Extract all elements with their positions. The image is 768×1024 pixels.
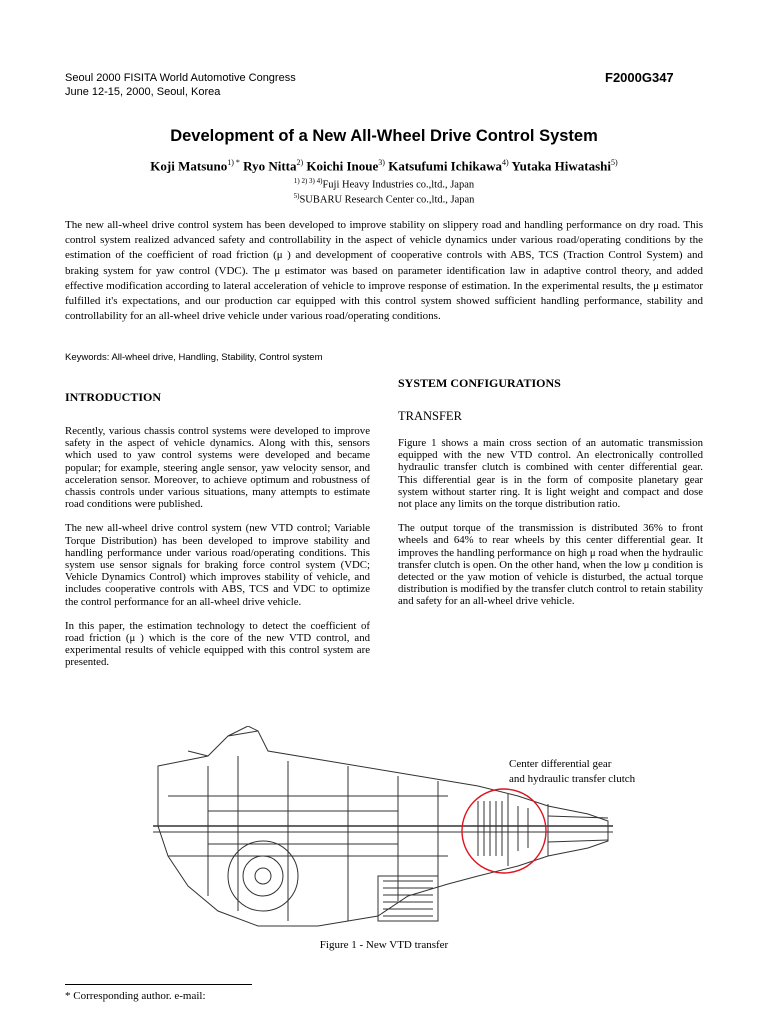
callout-line: Center differential gear — [509, 758, 612, 770]
author-name: Ryo Nitta — [243, 158, 297, 174]
figure-callout — [509, 757, 635, 787]
highlight-circle — [462, 789, 546, 873]
paragraph: The new all-wheel drive control system (new VTD control; Variable Torque Distribution) has been developed to improve stability and handling performance under various road/operating conditions. This system use sensor signals for braking force control system (VDC; Vehicle Dynamics Control) which improves stability of vehicle, and includes cooperative controls with ABS, TCS and VDC to optimize the control performance for an all-wheel drive vehicle. — [65, 522, 370, 608]
callout-line: and hydraulic transfer clutch — [509, 773, 636, 785]
author-name: Koichi Inoue — [306, 158, 379, 174]
affiliation-text: Fuji Heavy Industries co.,ltd., Japan — [322, 179, 475, 191]
affiliation — [0, 192, 768, 206]
footnote: * Corresponding author. e-mail: — [65, 990, 206, 1002]
paragraph: Figure 1 shows a main cross section of an automatic transmission equipped with the new VTD control. An electronically controlled hydraulic transfer clutch is combined with center differential gear. This differential gear is in the form of composite planetary gear system without starter ring. It is light weight and compact and dose not place any limits on the torque distribution ratio. — [398, 437, 703, 511]
right-column-body — [398, 437, 703, 608]
author-mark: 5) — [611, 158, 618, 167]
paper-id: F2000G347 — [605, 70, 674, 85]
paragraph: The output torque of the transmission is distributed 36% to front wheels and 64% to rear wheels by this center differential gear. It improves the handling performance on high μ road when the hydraulic transfer clutch is open. On the other hand, when the low μ condition is detected or the yaw motion of vehicle is disturbed, the actual torque distribution is modified by the transfer clutch control to retain stability and safety for an all-wheel drive vehicle. — [398, 522, 704, 608]
author-mark: 4) — [501, 158, 509, 167]
conference-info — [65, 71, 296, 99]
abstract: The new all-wheel drive control system has been developed to improve stability on slippery road and handling performance on dry road. This control system realized advanced safety and controllability in the aspect of vehicle dynamics under various road/operating conditions by the estimation of the coefficient of road friction (μ ) and development of cooperative controls with ABS, TCS (Traction Control System) and braking system for yaw control (VDC). The μ estimator was based on parameter identification law in adaptive control theory, and added effective modification according to lateral acceleration of vehicle to improve response of estimation. In the experimental results, the μ estimator fulfilled it's expectations, and our production car equipped with this control system showed sufficient handling performance, stability and controllability for an all-wheel drive vehicle under various road/operating conditions. — [65, 219, 703, 323]
section-heading-system-configurations: SYSTEM CONFIGURATIONS — [398, 376, 561, 390]
author-name: Yutaka Hiwatashi — [511, 158, 612, 174]
author-list — [0, 158, 768, 174]
footnote-rule — [65, 984, 252, 985]
author-name: Koji Matsuno — [150, 158, 228, 174]
figure-caption: Figure 1 - New VTD transfer — [319, 939, 449, 951]
paper-title: Development of a New All-Wheel Drive Control System — [170, 127, 598, 145]
keywords: Keywords: All-wheel drive, Handling, Stability, Control system — [65, 352, 323, 363]
paragraph: In this paper, the estimation technology to detect the coefficient of road friction (μ ) which is the core of the new VTD control, and experimental results of vehicle equipped with this control system are presented. — [65, 619, 370, 669]
affiliation-mark: 5) — [293, 192, 300, 200]
left-column-body — [65, 425, 370, 669]
affiliation-mark: 1) 2) 3) 4) — [293, 177, 323, 185]
conference-date: June 12-15, 2000, Seoul, Korea — [65, 86, 221, 98]
author-mark: 1) * — [227, 158, 240, 167]
section-heading-introduction: INTRODUCTION — [65, 390, 162, 404]
author-mark: 2) — [296, 158, 304, 167]
subsection-heading-transfer: TRANSFER — [398, 409, 462, 423]
affiliation — [0, 177, 768, 191]
affiliation-text: SUBARU Research Center co.,ltd., Japan — [299, 194, 475, 206]
conference-name: Seoul 2000 FISITA World Automotive Congress — [65, 72, 296, 84]
author-name: Katsufumi Ichikawa — [388, 158, 502, 174]
author-mark: 3) — [378, 158, 385, 167]
paragraph: Recently, various chassis control systems were developed to improve safety in the aspect of vehicle dynamics. Along with this, sensors which used to yaw control systems were developed and became popular; for example, steering angle sensor, yaw velocity sensor, and acceleration sensor. Moreover, to achieve optimum and robustness of chassis controls under various situations, many attempts to estimate road conditions were published. — [65, 425, 370, 511]
